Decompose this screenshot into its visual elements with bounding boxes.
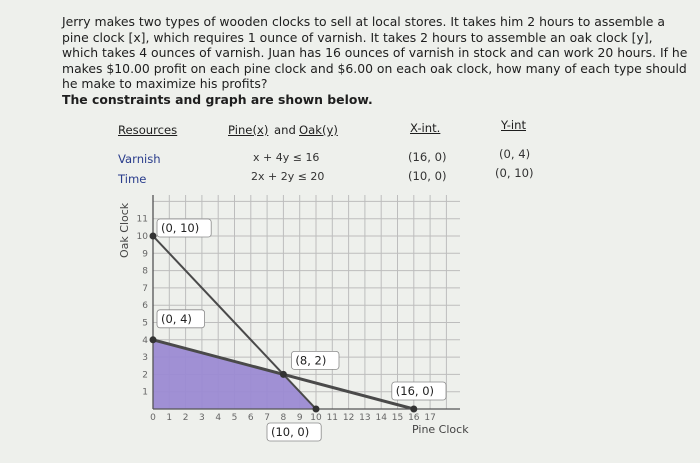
x-tick-label: 2 (182, 413, 189, 423)
y-tick-label: 2 (142, 370, 148, 381)
point-label: (8, 2) (295, 353, 327, 368)
header-resources: Resources (118, 123, 178, 137)
header-yint: Y-int (501, 118, 527, 132)
x-tick-label: 8 (280, 413, 287, 423)
corner-point-marker (150, 336, 157, 343)
header-oak: Oak(y) (299, 123, 338, 137)
header-and: and (274, 123, 296, 137)
point-label: (0, 10) (161, 221, 200, 235)
x-tick-label: 16 (408, 413, 420, 423)
problem-text: Jerry makes two types of wooden clocks to sell at local stores. It takes him 2 hours to assemble a pine clock [x], which requires 1 ounce of varnish. It takes 2 hours to assemble an oak clock [y], which takes 4 ounces of varnish. Juan has 16 ounces of varnish in stock and can work 20 hours. If he makes $10.00 profit on each pine clock and $6.00 on each oak clock, how many of each type should he make to maximize his profits? (62, 14, 688, 91)
y-tick-label: 6 (142, 301, 148, 312)
header-xint: X-int. (410, 121, 441, 135)
constraint-varnish: x + 4y ≤ 16 (253, 151, 320, 164)
y-axis-label: Oak Clock (118, 202, 131, 258)
x-tick-label: 10 (310, 413, 322, 423)
x-tick-label: 3 (199, 413, 205, 423)
point-label: (10, 0) (271, 425, 310, 439)
y-tick-label: 9 (142, 249, 148, 260)
subheading: The constraints and graph are shown below. (62, 92, 373, 107)
y-tick-label: 1 (142, 387, 148, 398)
y-tick-label: 8 (142, 266, 148, 277)
row-label-varnish: Varnish (118, 152, 161, 166)
header-pine: Pine(x) (228, 123, 269, 137)
row-label-time: Time (118, 172, 147, 186)
x-tick-label: 15 (391, 413, 404, 423)
y-tick-label: 5 (142, 318, 148, 329)
corner-point-marker (150, 233, 157, 240)
x-tick-label: 17 (424, 413, 436, 423)
point-label: (0, 4) (161, 311, 192, 326)
x-tick-label: 12 (342, 413, 355, 423)
y-tick-label: 7 (142, 283, 148, 294)
y-tick-label: 3 (142, 353, 148, 364)
yint-varnish: (0, 4) (499, 147, 531, 161)
xint-time: (10, 0) (408, 169, 447, 183)
y-tick-label: 10 (136, 232, 148, 242)
corner-point-marker (410, 406, 417, 413)
x-tick-label: 9 (296, 413, 303, 423)
x-tick-label: 5 (231, 413, 238, 423)
yint-time: (0, 10) (495, 166, 534, 180)
x-axis-label: Pine Clock (412, 423, 469, 436)
x-tick-label: 11 (326, 413, 339, 423)
y-tick-label: 4 (142, 335, 148, 346)
x-tick-label: 1 (166, 413, 173, 423)
x-tick-label: 14 (375, 413, 387, 423)
constraint-time: 2x + 2y ≤ 20 (251, 170, 325, 183)
x-tick-label: 7 (264, 413, 270, 423)
corner-point-marker (313, 406, 320, 413)
x-tick-label: 0 (150, 413, 156, 423)
x-tick-label: 6 (247, 413, 254, 423)
x-tick-label: 4 (215, 413, 222, 423)
xint-varnish: (16, 0) (408, 150, 447, 164)
corner-point-marker (280, 371, 287, 378)
y-tick-label: 11 (136, 214, 148, 225)
point-label: (16, 0) (395, 384, 435, 398)
x-tick-label: 13 (359, 413, 371, 423)
